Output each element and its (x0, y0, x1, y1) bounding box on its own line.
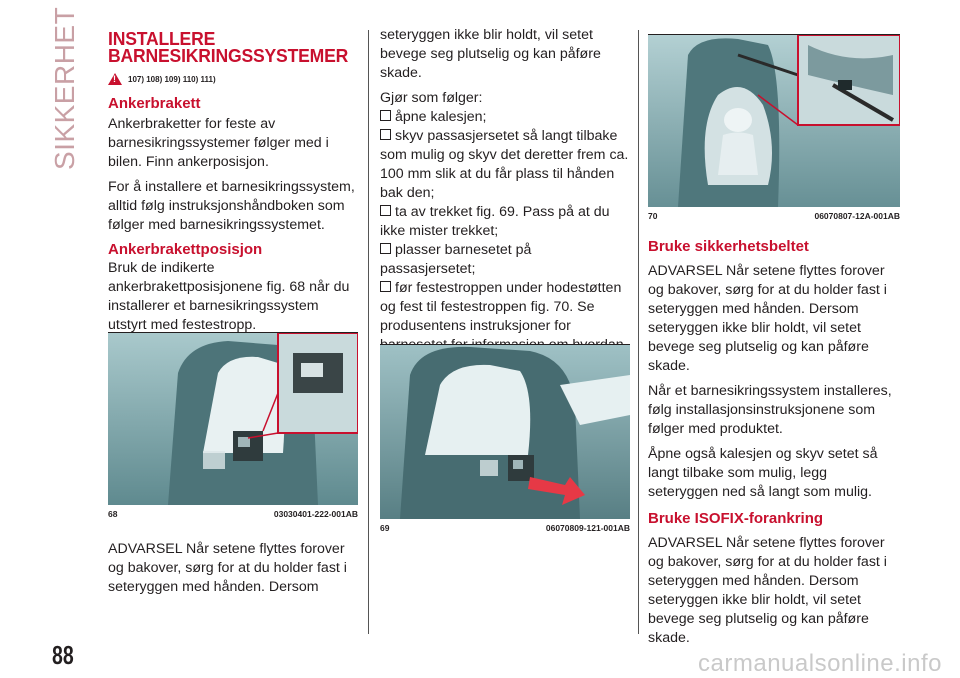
step-text: ta av trekket fig. 69. Pass på at du ikke mister trekket; (380, 204, 610, 239)
paragraph: Bruk de indikerte ankerbrakettposisjonene fig. 68 når du installerer et barnesikringssystem utstyrt med festestropp. (108, 260, 350, 333)
step-text: plasser barnesetet på passasjersetet; (380, 242, 532, 277)
list-item (380, 108, 630, 127)
paragraph: seteryggen ikke blir holdt, vil setet bevege seg plutselig og kan påføre skade. (380, 27, 601, 81)
checkbox-bullet-icon (380, 281, 391, 292)
figure-caption (380, 523, 630, 533)
anchor-bracket-photo (108, 333, 358, 505)
figure-code: 06070809-121-001AB (545, 523, 630, 533)
paragraph: Gjør som følger: (380, 90, 483, 106)
list-item (380, 203, 630, 241)
paragraph: For å installere et barnesikringssystem, alltid følg instruksjonshåndboken som følger med barnesikringssystemet. (108, 179, 355, 233)
checkbox-bullet-icon (380, 243, 391, 254)
paragraph: ADVARSEL Når setene flyttes forover og bakover, sørg for at du holder fast i seteryggen med hånden. Dersom (108, 541, 347, 595)
warning-references (108, 73, 358, 85)
figure-caption (108, 509, 358, 519)
paragraph: ADVARSEL Når setene flyttes forover og bakover, sørg for at du holder fast i seteryggen med hånden. Dersom seteryggen ikke blir holdt, vil setet bevege seg plutselig og kan påføre skade. (648, 535, 887, 646)
heading-ankerbrakett: Ankerbrakett (108, 95, 201, 112)
step-text: åpne kalesjen; (395, 109, 487, 125)
heading-ankerbrakettposisjon: Ankerbrakettposisjon (108, 241, 263, 258)
column-divider (638, 30, 639, 634)
page-title: INSTALLERE BARNESIKRINGSSYSTEMER (108, 28, 349, 66)
figure-68 (108, 332, 358, 521)
step-list (380, 108, 630, 374)
watermark: carmanualsonline.info (698, 650, 942, 677)
figure-number: 70 (648, 211, 658, 221)
checkbox-bullet-icon (380, 205, 391, 216)
figure-code: 06070807-12A-001AB (814, 211, 900, 221)
list-item (380, 241, 630, 279)
figure-code: 03030401-222-001AB (273, 509, 358, 519)
page-number: 88 (52, 640, 74, 670)
column-3 (648, 238, 900, 654)
figure-number: 68 (108, 509, 118, 519)
figure-70 (648, 34, 900, 223)
figure-caption (648, 211, 900, 221)
paragraph: Åpne også kalesjen og skyv setet så langt tilbake som mulig, legg seteryggen ned så langt som mulig. (648, 446, 878, 500)
column-1-warning (108, 540, 358, 603)
checkbox-bullet-icon (380, 129, 391, 140)
step-text: skyv passasjersetet så langt tilbake som mulig og skyv det deretter frem ca. 100 mm slik at du får plass til hånden bak den; (380, 128, 629, 201)
warning-icon (108, 73, 122, 85)
paragraph: Ankerbraketter for feste av barnesikringssystemer følger med i bilen. Finn ankerposisjon. (108, 116, 329, 170)
heading-bruke-isofix: Bruke ISOFIX-forankring (648, 510, 824, 527)
step-text: før festestroppen under hodestøtten og fest til festestroppen fig. 70. Se produsentens instruksjoner for (380, 280, 622, 334)
column-1 (108, 30, 358, 341)
seat-cover-photo (380, 345, 630, 519)
heading-bruke-sikkerhetsbeltet: Bruke sikkerhetsbeltet (648, 238, 809, 255)
figure-69 (380, 344, 630, 535)
warning-refs-text: 107) 108) 109) 110) 111) (128, 74, 216, 84)
child-seat-tether-photo (648, 35, 900, 207)
column-divider (368, 30, 369, 634)
paragraph: Når et barnesikringssystem installeres, følg installasjonsinstruksjonene som følger med produktet. (648, 383, 892, 437)
checkbox-bullet-icon (380, 110, 391, 121)
list-item (380, 127, 630, 203)
figure-number: 69 (380, 523, 390, 533)
column-2 (380, 26, 630, 374)
paragraph: ADVARSEL Når setene flyttes forover og bakover, sørg for at du holder fast i seteryggen med hånden. Dersom seteryggen ikke blir holdt, vil setet bevege seg plutselig og kan påføre skade. (648, 263, 887, 374)
section-tab (49, 6, 80, 170)
section-tab-label: SIKKERHET (49, 6, 80, 170)
